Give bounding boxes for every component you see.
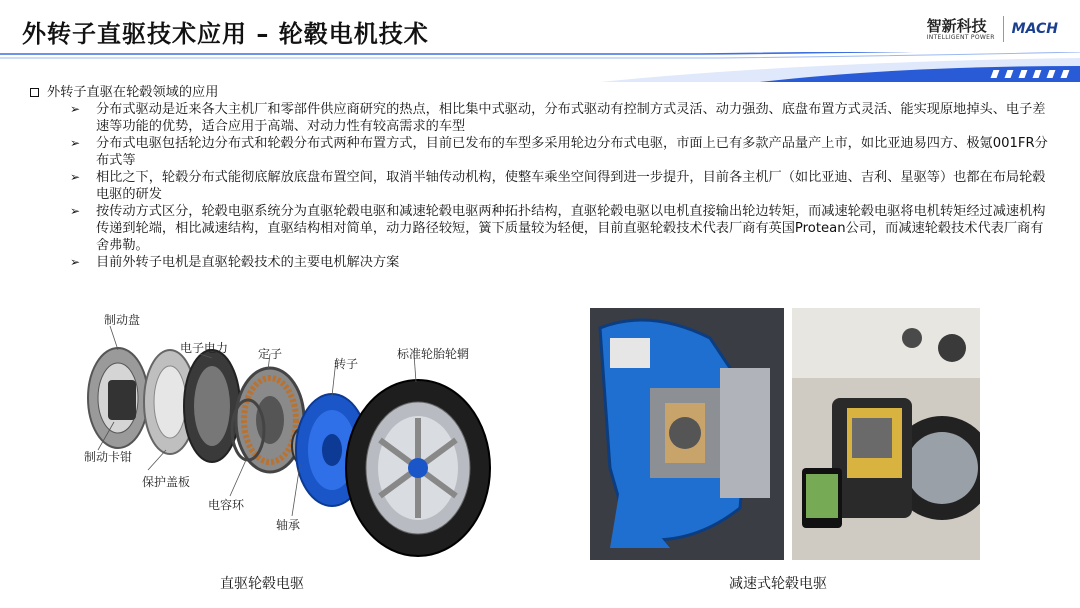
bullet-item [30,254,1050,271]
bullet-text: 分布式驱动是近来各大主机厂和零部件供应商研究的热点，相比集中式驱动，分布式驱动有控制方式灵活、动力强劲、底盘布置方式灵活、能实现原地掉头、电子差速等功能的优势，适合应用于高端、对动力性有较高需求的车型 [96,102,1046,134]
bullet-text: 分布式电驱包括轮边分布式和轮毂分布式两种布置方式，目前已发布的车型多采用轮边分布式电驱，市面上已有多款产品量产上市，如比亚迪易四方、极氪001FR分布式等 [96,136,1048,168]
bullet-text: 按传动方式区分，轮毂电驱系统分为直驱轮毂电驱和减速轮毂电驱两种拓扑结构，直驱轮毂电驱以电机直接输出轮边转矩，而减速轮毂电驱将电机转矩经过减速机构传递到轮端，相比减速结构，直驱结构相对简单，动力路径较短，簧下质量较为轻便，目前直驱轮毂技术代表厂商有英国Protean公司，而减速轮毂技术代表厂商有舍弗勒。 [96,204,1046,253]
label-rim: 标准轮胎轮辋 [397,347,470,361]
caption-direct-drive: 直驱轮毂电驱 [220,576,304,592]
bullet-item [30,169,1050,203]
logo-en-text: INTELLIGENT POWER [926,33,995,41]
label-protective-cover: 保护盖板 [142,475,191,489]
label-stator: 定子 [258,347,283,361]
page-title: 外转子直驱技术应用 – 轮毂电机技术 [22,20,429,48]
arrow-bullet-icon: ➢ [70,255,81,269]
label-brake-disc: 制动盘 [104,313,141,327]
bullet-item [30,203,1050,254]
brake-caliper-part [108,380,136,420]
power-electronics-part [184,350,240,462]
content-area [30,84,1050,271]
logo-brand: MACH [1011,21,1058,37]
bullet-item [30,101,1050,135]
logo-divider [1003,16,1004,42]
label-power-electronics: 电子电力 [180,341,229,355]
header-decoration [0,52,1080,82]
section-heading [30,84,1050,101]
square-bullet-icon [30,88,39,97]
section-heading-text: 外转子直驱在轮毂领域的应用 [47,85,219,100]
label-bearing: 轴承 [276,518,301,532]
arrow-bullet-icon: ➢ [70,204,81,218]
tire-rim-part [346,380,490,556]
exhibition-display-photo [792,308,980,560]
label-capacitor-ring: 电容环 [208,498,245,512]
label-rotor: 转子 [334,357,359,371]
arrow-bullet-icon: ➢ [70,170,81,184]
bullet-text: 相比之下，轮毂分布式能彻底解放底盘布置空间，取消半轴传动机构，使整车乘坐空间得到进一步提升，目前各主机厂（如比亚迪、吉利、星驱等）也都在布局轮毂电驱的研发 [96,170,1046,202]
logo-cn-text: 智新科技 [926,16,987,35]
bullet-item [30,135,1050,169]
arrow-bullet-icon: ➢ [70,136,81,150]
reduction-hub-drive-photo [590,308,784,560]
label-brake-caliper: 制动卡钳 [84,450,133,464]
company-logo [927,16,1058,42]
arrow-bullet-icon: ➢ [70,102,81,116]
bullet-text: 目前外转子电机是直驱轮毂技术的主要电机解决方案 [96,255,400,270]
caption-reduction-drive: 减速式轮毂电驱 [729,576,827,592]
